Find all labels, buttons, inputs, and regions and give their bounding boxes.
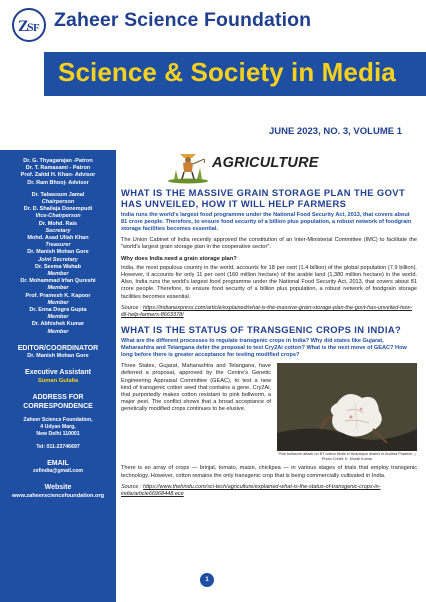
article1-source xyxy=(121,305,417,319)
committee-list xyxy=(0,150,116,336)
committee-role: Vice-Chairperson xyxy=(35,213,81,220)
committee-member: Dr. Ram Bhooj- Advisor xyxy=(27,179,89,186)
address-line-3: New Delhi 110001 xyxy=(36,431,80,438)
editor-title: EDITOR/COORDINATOR xyxy=(17,344,99,352)
committee-member: Dr. Seema Wahab xyxy=(35,263,81,270)
website-title: Website xyxy=(44,484,72,492)
cotton-boll-photo xyxy=(277,363,417,451)
website-link[interactable]: www.zaheersciencefoundation.org xyxy=(11,493,105,500)
zsf-logo-icon xyxy=(12,8,46,42)
article2-para2: There is an array of crops — brinjal, tomato, maize, chickpea — in various stages of trials that employ transgenic technology. However, cotton remains the only transgenic crop that is being commercially cultivated in India. xyxy=(121,465,417,479)
foundation-name: Zaheer Science Foundation xyxy=(54,9,312,31)
article2-heading: WHAT IS THE STATUS OF TRANSGENIC CROPS IN INDIA? xyxy=(121,323,402,335)
farmer-icon xyxy=(166,148,210,184)
email-link[interactable]: zsfindia@gmail.com xyxy=(32,468,84,475)
article1-lead: India runs the world's largest food programme under the National Food Security Act, 2013, that covers about 81 crore people. Therefore, to ensure food security of a billion plus population, a robust network of foodgrain storage facilities becomes essential. xyxy=(121,211,412,232)
publication-title: Science & Society in Media xyxy=(58,57,396,87)
committee-role: Joint Secretary xyxy=(38,256,78,263)
svg-text:F: F xyxy=(33,22,40,34)
committee-member: Dr. Manish Mohan Gore xyxy=(27,249,89,256)
committee-role: Member xyxy=(47,271,69,278)
committee-member: Mohd. Asad Ullah Khan xyxy=(27,235,89,242)
committee-role: Treasurer xyxy=(45,242,71,249)
figure-caption: Pink bollworm attack on BT cotton fields in Anantapur district in Andhra Pradesh. | Photo Credit: K. Murali Kumar xyxy=(278,452,416,461)
committee-member: Dr. G. Thyagarajan -Patron xyxy=(23,158,93,164)
article2-lead: What are the different processes to regulate transgenic crops in India? Why did states like Gujarat, Maharashtra and Telangana defer the proposal to test Cry2Ai cotton? What is the next move of GEAC? How long before there is greater acceptance for testing modified crops? xyxy=(121,337,407,359)
sidebar xyxy=(0,150,116,602)
article1-para2: India, the most populous country in the world, accounts for 18 per cent (1.4 billion) of the global population (7.9 billion). However, it accounts for only 11 per cent (160 million hectare) of the arable land (1,380 million hectare) in the world. Also, India runs the world's largest food programme under the National Food Security Act, 2013, that covers about 81 crore people. Therefore, to ensure food security of a billion plus population, a robust network of foodgrain storage facilities becomes essential. xyxy=(121,264,417,300)
source-link[interactable]: https://indianexpress.com/article/explained/what-is-the-massive-grain-storage-plan-the-govt-has-unveiled-how-itll-help-farmers-8663378/ xyxy=(121,304,413,318)
committee-role: Member xyxy=(47,285,69,292)
svg-text:S: S xyxy=(27,20,34,34)
committee-member: Dr. Mohammad Irfan Qureshi xyxy=(20,278,96,285)
committee-member: Prof. Zahid H. Khan- Advisor xyxy=(20,172,96,179)
address-line-2: 4 Udyan Marg, xyxy=(40,424,76,431)
editor-name: Dr. Manish Mohan Gore xyxy=(27,352,89,359)
article2-source xyxy=(121,484,417,498)
article1-question: Why does India need a grain storage plan? xyxy=(121,255,237,262)
telephone: Tel: 011-23746697 xyxy=(36,444,80,451)
committee-member: Prof. Pramesh K. Kapoor xyxy=(25,292,91,299)
exec-name: Suman Gulalia xyxy=(37,378,79,385)
email-title: EMAIL xyxy=(47,460,69,468)
article1-heading: WHAT IS THE MASSIVE GRAIN STORAGE PLAN THE GOVT HAS UNVEILED, HOW IT WILL HELP FARMERS xyxy=(121,187,406,209)
source-link[interactable]: https://www.thehindu.com/sci-tech/agriculture/explained-what-is-the-status-of-transgenic-crops-in-india/article66968448.ece xyxy=(121,483,381,497)
address-title-2: CORRESPONDENCE xyxy=(23,403,93,411)
page-number: 1 xyxy=(200,573,214,587)
exec-title: Executive Assistant xyxy=(25,369,91,377)
article2-figure xyxy=(277,363,417,461)
committee-member: Dr. Enna Dogra Gupta xyxy=(29,307,87,314)
committee-role: Chairperson xyxy=(41,199,75,206)
section-label: AGRICULTURE xyxy=(212,155,319,171)
article1-para1: The Union Cabinet of India recently approved the constitution of an Inter-Ministerial Committee (IMC) to facilitate the "world's largest grain storage plan in the cooperative sector". xyxy=(121,237,417,251)
masthead xyxy=(0,0,426,115)
committee-role: Member xyxy=(47,299,69,306)
source-label: Source : xyxy=(121,304,142,311)
article2-body xyxy=(121,363,417,461)
committee-member: Dr. D. Shailaja Donempudi xyxy=(23,206,93,213)
committee-member: Dr. Abhishek Kumar xyxy=(31,321,85,328)
svg-text:Z: Z xyxy=(18,18,29,35)
source-label: Source : xyxy=(121,483,142,490)
committee-role: Member xyxy=(47,328,69,335)
issue-line: JUNE 2023, NO. 3, VOLUME 1 xyxy=(268,126,402,137)
article2-para1: Three States, Gujarat, Maharashtra and Telangana, have deferred a proposal, approved by the Centre's Genetic Engineering Appraisal Committee (GEAC), to test a new kind of transgenic cotton seed that contains a gene, Cry2Ai, that purportedly makes cotton resistant to pink bollworm, a major pest. The conflict shows that a broad acceptance of genetically modified crops continues to be elusive. xyxy=(121,363,271,413)
committee-member: Dr. Mohd. Rais xyxy=(38,220,78,227)
committee-role: Member xyxy=(47,314,69,321)
committee-member: Dr. T. Ramasami - Patron xyxy=(25,165,91,172)
address-title-1: ADDRESS FOR xyxy=(32,394,84,402)
address-line-1: Zaheer Science Foundation, xyxy=(23,417,93,424)
committee-role: Secretary xyxy=(45,227,71,234)
main-content xyxy=(121,188,417,498)
committee-member: Dr. Tabassum Jamal xyxy=(31,191,85,198)
